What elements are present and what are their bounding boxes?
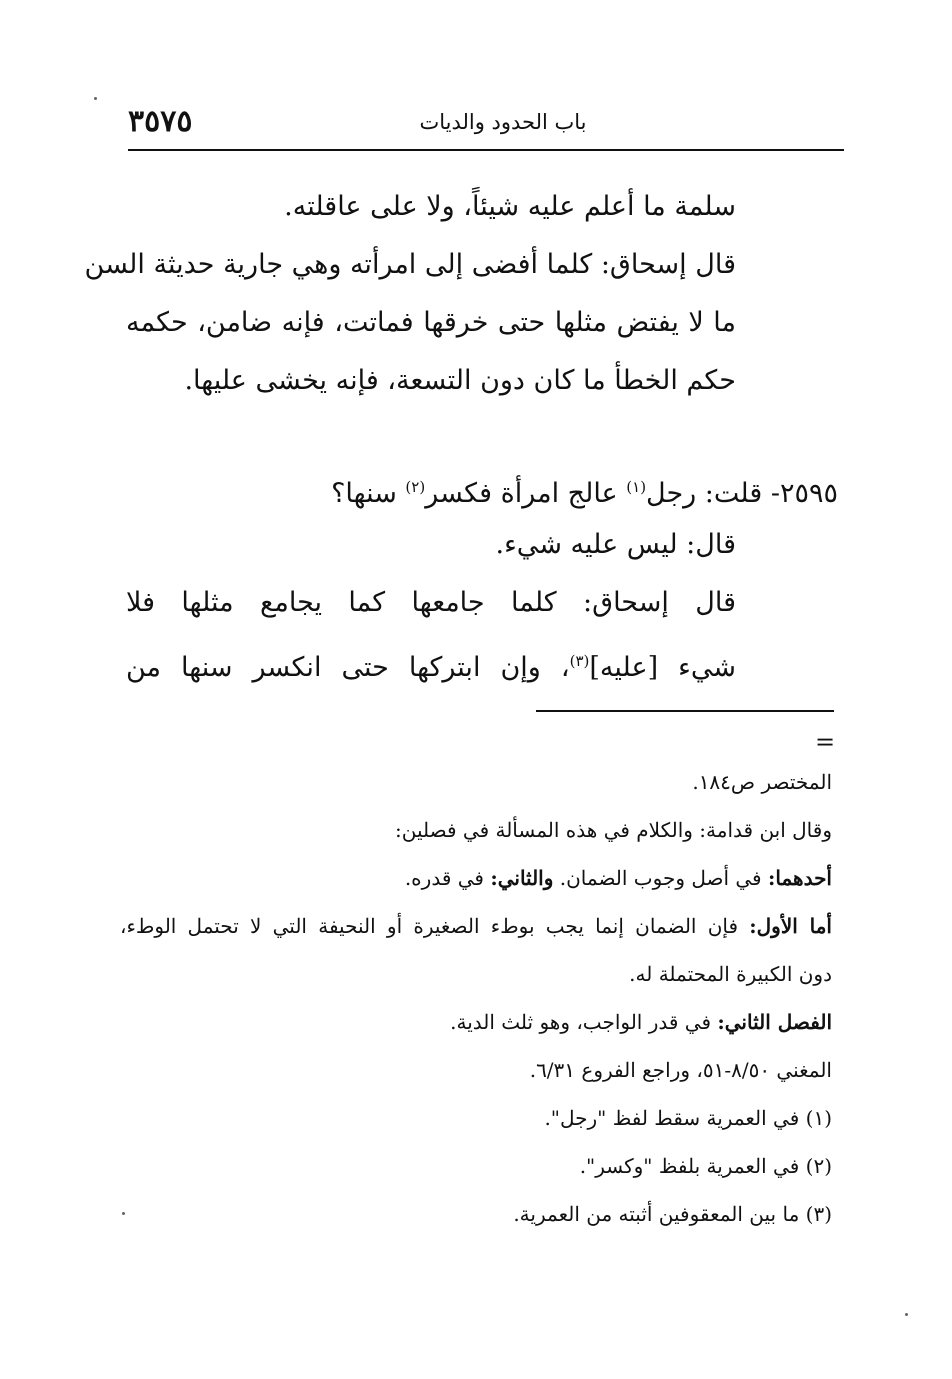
scan-speck <box>94 97 97 100</box>
footnote-text: دون الكبيرة المحتملة له. <box>629 962 832 986</box>
answer-line: قال: ليس عليه شيء. <box>495 529 736 560</box>
page-number: ٣٥٧٥ <box>128 104 193 139</box>
text-line: ما لا يفتض مثلها حتى خرقها فماتت، فإنه ضامن، حكمه <box>126 307 736 338</box>
text-line: قال إسحاق: كلما جامعها كما يجامع مثلها فلا <box>126 587 736 618</box>
footnote-line <box>120 806 832 854</box>
footnote-ref[interactable]: (٢) <box>405 478 426 496</box>
footnote-bold: أحدهما: <box>767 866 832 890</box>
footnote-continuation-mark: = <box>815 728 836 756</box>
main-text <box>84 178 838 690</box>
footnote-line <box>120 1046 832 1094</box>
paragraph-gap <box>126 410 736 458</box>
footnote-text: في قدر الواجب، وهو ثلث الدية. <box>450 1010 718 1034</box>
footnote-text: في أصل وجوب الضمان. <box>553 866 768 890</box>
text-segment: شيء [عليه] <box>589 652 736 683</box>
footnote-note: (٢) في العمرية بلفظ "وكسر". <box>579 1154 832 1178</box>
footnote-bold: أما الأول: <box>749 914 832 938</box>
question-text: سنها؟ <box>331 478 406 509</box>
footnote-line <box>120 998 832 1046</box>
footnote-separator <box>536 710 834 712</box>
footnotes <box>120 758 832 1238</box>
footnote-text: المغني ٨/٥٠-٥١، وراجع الفروع ٦/٣١. <box>529 1058 832 1082</box>
scan-speck <box>122 1212 125 1215</box>
footnote-line <box>120 854 832 902</box>
footnote-bold: والثاني: <box>490 866 554 890</box>
text-line: حكم الخطأ ما كان دون التسعة، فإنه يخشى عليها. <box>184 365 736 396</box>
text-line <box>126 632 736 690</box>
header-rule <box>128 149 844 151</box>
page-header <box>128 104 844 148</box>
footnote-text: في قدره. <box>404 866 491 890</box>
scan-speck <box>905 1313 908 1316</box>
footnote-line <box>120 758 832 806</box>
footnote-ref[interactable]: (١) <box>626 478 647 496</box>
footnote-line <box>120 902 832 950</box>
footnote-note: (١) في العمرية سقط لفظ "رجل". <box>544 1106 832 1130</box>
text-line: سلمة ما أعلم عليه شيئاً، ولا على عاقلته. <box>284 191 736 222</box>
footnote-text: وقال ابن قدامة: والكلام في هذه المسألة في فصلين: <box>395 818 832 842</box>
text-line: قال إسحاق: كلما أفضى إلى امرأته وهي جارية حديثة السن <box>84 249 736 280</box>
question-text: عالج امرأة فكسر <box>425 478 627 509</box>
footnote-line <box>120 950 832 998</box>
running-title: باب الحدود والديات <box>419 110 587 134</box>
text-segment: ، وإن ابتركها حتى انكسر سنها من <box>126 652 570 683</box>
question-number: ٢٥٩٥- <box>762 478 838 509</box>
question-line <box>126 458 838 516</box>
footnote-note: (٣) ما بين المعقوفين أثبته من العمرية. <box>513 1202 832 1226</box>
footnote-ref[interactable]: (٣) <box>569 652 590 670</box>
footnote-text: فإن الضمان إنما يجب بوطء الصغيرة أو النحيفة التي لا تحتمل الوطء، <box>120 914 750 938</box>
question-text: قلت: رجل <box>646 478 763 509</box>
footnote-bold: الفصل الثاني: <box>717 1010 832 1034</box>
footnote-text: المختصر ص١٨٤. <box>692 770 832 794</box>
